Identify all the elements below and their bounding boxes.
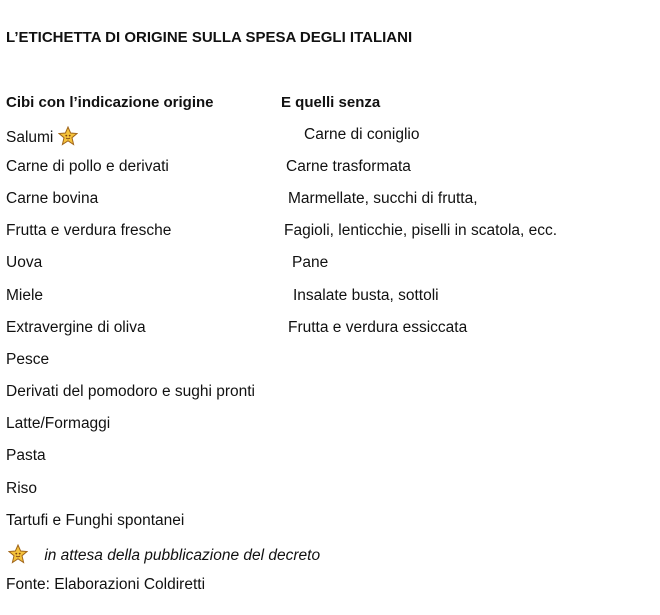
source-note: Fonte: Elaborazioni Coldiretti [6, 576, 206, 593]
list-item: Frutta e verdura essiccata [288, 319, 468, 336]
page-title: L’ETICHETTA DI ORIGINE SULLA SPESA DEGLI ITALIANI [6, 29, 413, 46]
list-item: Insalate busta, sottoli [293, 287, 439, 304]
list-item: Pesce [6, 351, 50, 368]
list-item: Fagioli, lenticchie, piselli in scatola, ecc. [284, 222, 558, 239]
list-item: Pasta [6, 447, 46, 464]
list-item: Latte/Formaggi [6, 415, 111, 432]
list-item: Derivati del pomodoro e sughi pronti [6, 383, 255, 400]
list-item: Frutta e verdura fresche [6, 222, 172, 239]
list-item: Carne di coniglio [304, 126, 420, 143]
list-item: Extravergine di oliva [6, 319, 146, 336]
star-icon [8, 544, 28, 564]
list-item: Marmellate, succhi di frutta, [288, 190, 478, 207]
list-item-label: Salumi [6, 129, 54, 146]
list-item: Uova [6, 254, 43, 271]
list-item: Tartufi e Funghi spontanei [6, 512, 185, 529]
column-header-without-origin: E quelli senza [281, 94, 381, 111]
list-item: Carne trasformata [286, 158, 411, 175]
star-icon [58, 126, 78, 146]
list-item: Miele [6, 287, 44, 304]
list-item: Riso [6, 480, 38, 497]
list-item [6, 126, 78, 147]
footnote-text: in attesa della pubblicazione del decreto [44, 547, 321, 564]
list-item: Carne di pollo e derivati [6, 158, 169, 175]
footnote [8, 544, 320, 565]
list-item: Pane [292, 254, 329, 271]
list-item: Carne bovina [6, 190, 99, 207]
column-header-with-origin: Cibi con l’indicazione origine [6, 94, 214, 111]
